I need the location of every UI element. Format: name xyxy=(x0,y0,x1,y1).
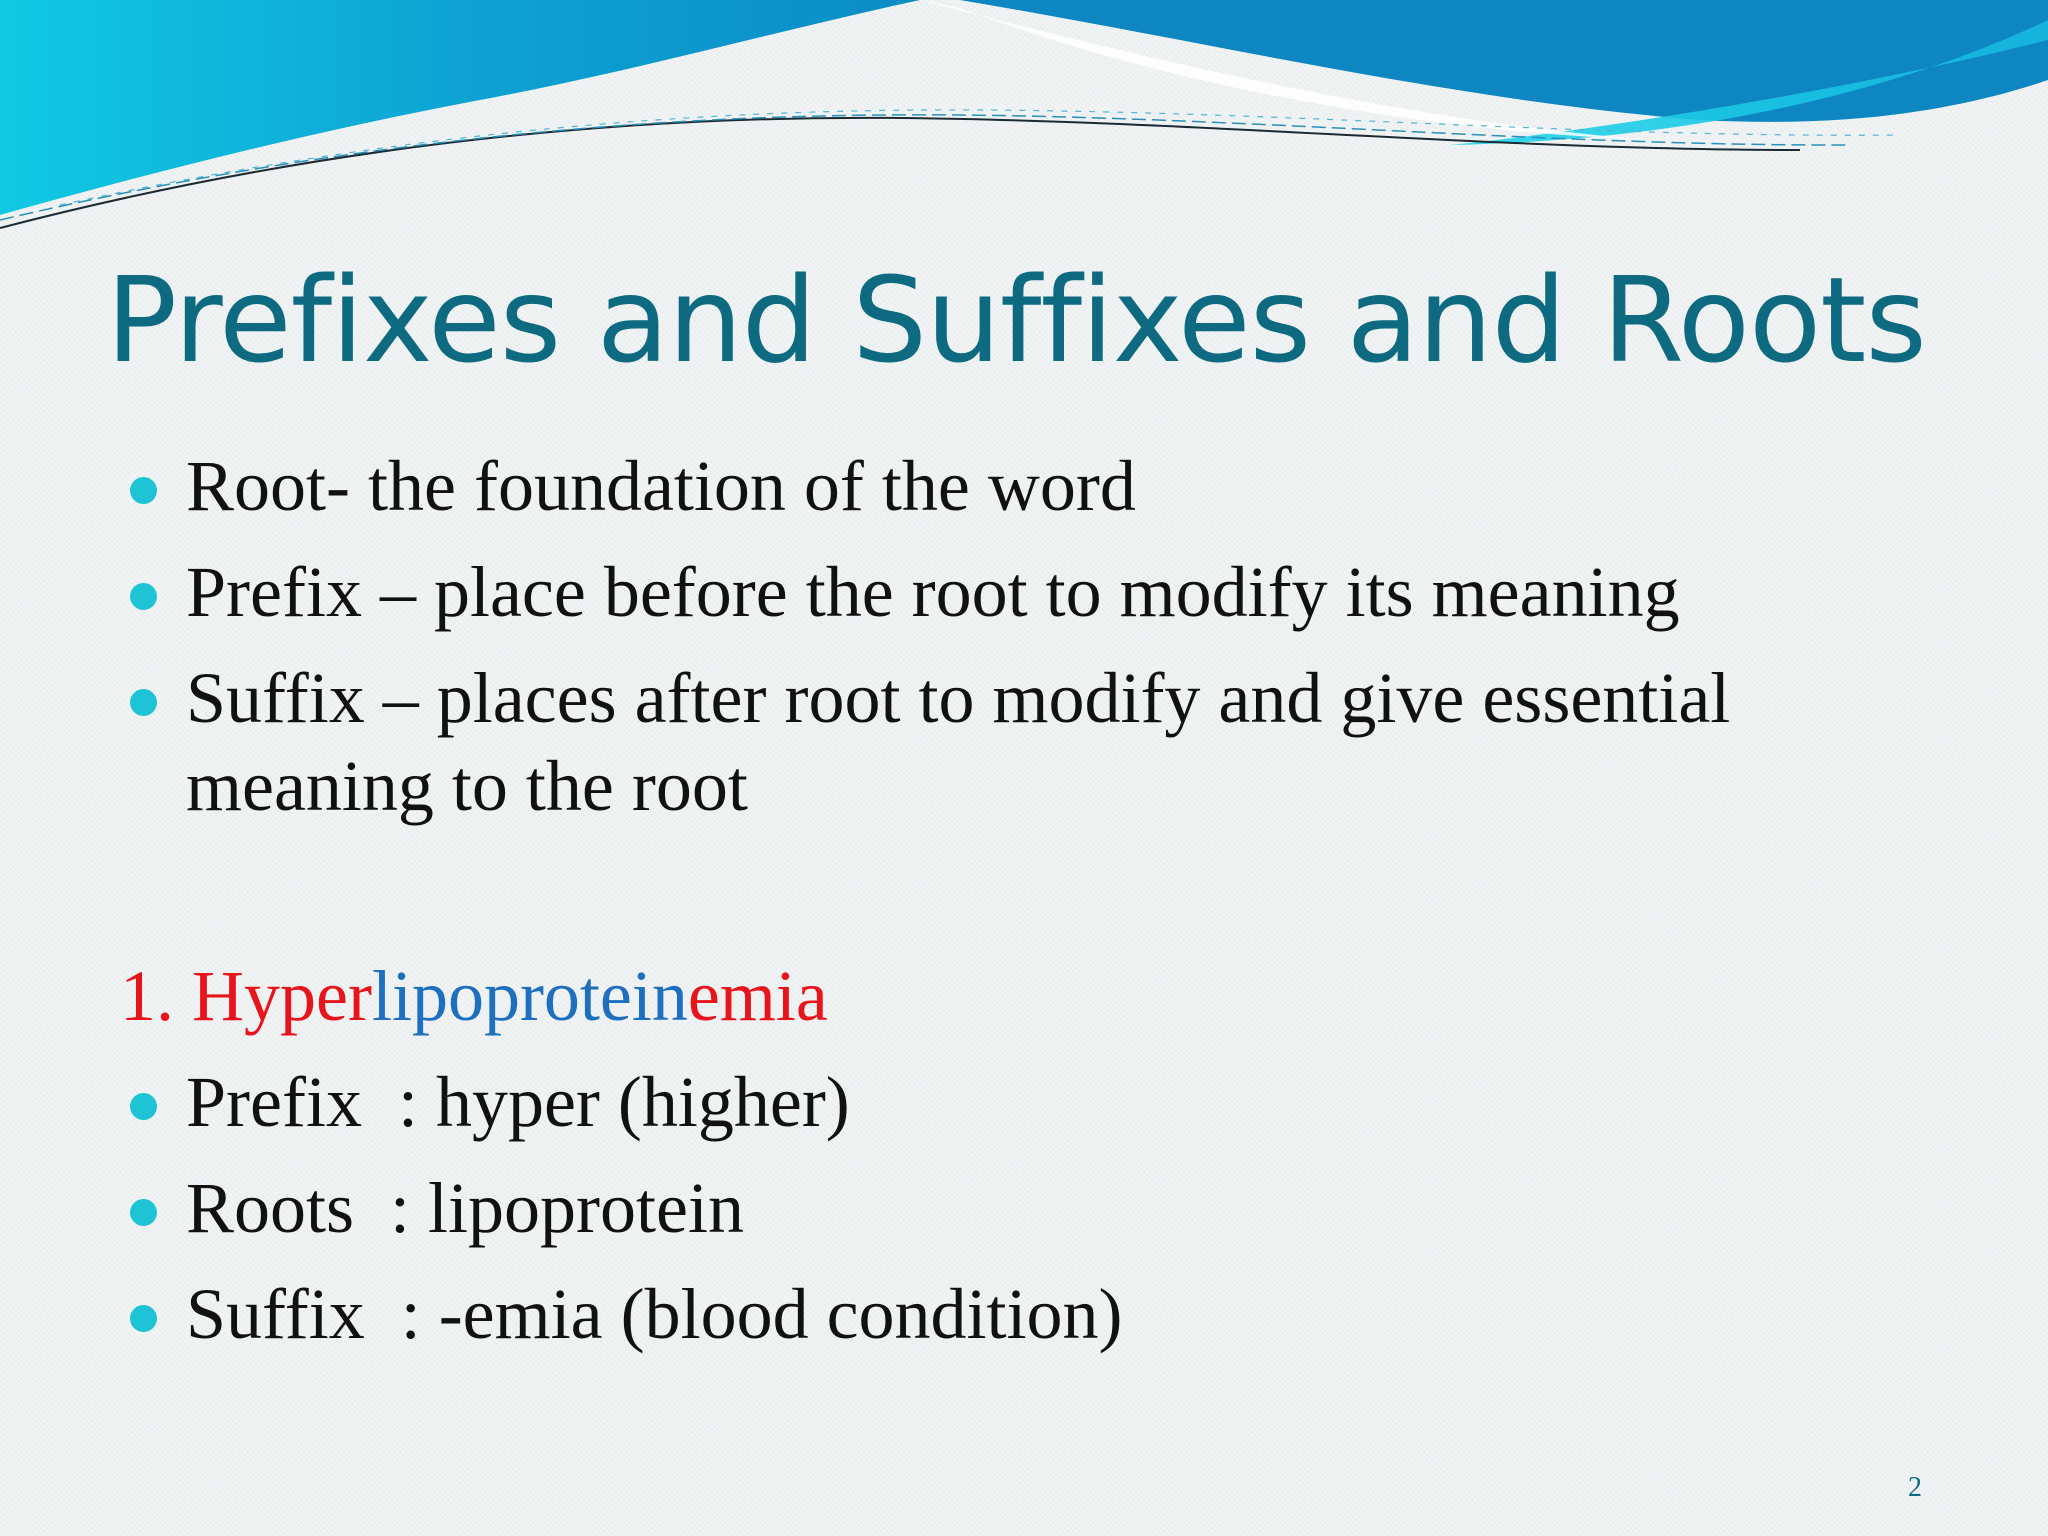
bullet-dot-icon xyxy=(130,477,157,504)
header-wave-decoration xyxy=(0,0,2048,240)
bullet-text: Suffix – places after root to modify and give essential xyxy=(186,658,1731,738)
bullet-dot-icon xyxy=(130,689,157,716)
bullet-text: Prefix : hyper (higher) xyxy=(186,1062,850,1142)
bullet-text: Suffix : -emia (blood condition) xyxy=(186,1274,1123,1354)
example-suffix-part: emia xyxy=(687,956,828,1036)
bullet-text: Prefix – place before the root to modify its meaning xyxy=(186,552,1680,632)
page-number: 2 xyxy=(1908,1472,1922,1503)
example-number: 1. xyxy=(120,956,174,1036)
slide-title: Prefixes and Suffixes and Roots xyxy=(106,251,1926,389)
wave-right-shape xyxy=(960,0,2048,122)
wave-main-shape xyxy=(0,0,920,215)
bullet-dot-icon xyxy=(130,583,157,610)
bullet-text: Root- the foundation of the word xyxy=(186,446,1136,526)
example-prefix-part: Hyper xyxy=(192,956,372,1036)
bullet-text-continuation: meaning to the root xyxy=(186,746,748,826)
bullet-dot-icon xyxy=(130,1093,157,1120)
example-root-part: lipoprotein xyxy=(371,956,688,1036)
bullet-text: Roots : lipoprotein xyxy=(186,1168,744,1248)
bullet-dot-icon xyxy=(130,1305,157,1332)
example-word xyxy=(120,950,828,1042)
bullet-dot-icon xyxy=(130,1199,157,1226)
